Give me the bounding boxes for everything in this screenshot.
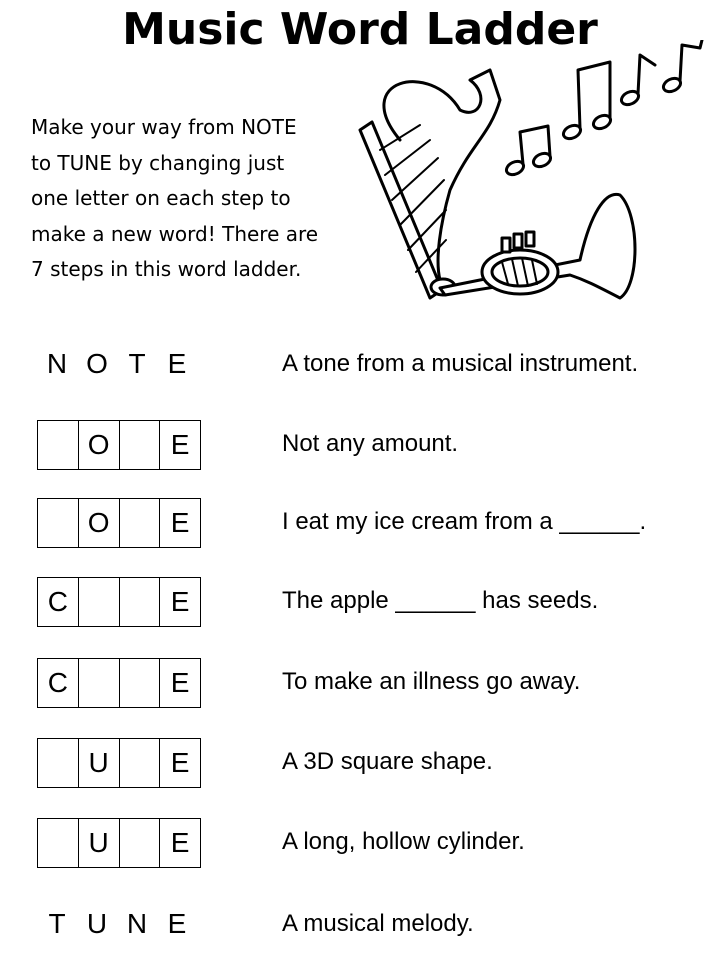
harp-icon [360, 70, 500, 298]
letter-box[interactable] [37, 420, 79, 470]
letter-box: E [159, 498, 201, 548]
letter-box[interactable] [78, 658, 120, 708]
ladder-step [0, 900, 720, 952]
clue-text: To make an illness go away. [282, 668, 581, 695]
ladder-step [0, 818, 720, 870]
word-cells [37, 340, 201, 390]
clue-text: A 3D square shape. [282, 748, 493, 775]
word-cells [37, 738, 201, 788]
clue-text: Not any amount. [282, 430, 459, 457]
letter-box: E [159, 818, 201, 868]
letter-box[interactable] [37, 818, 79, 868]
letter-box: C [37, 658, 79, 708]
music-notes-icon [504, 40, 702, 177]
ladder-step [0, 420, 720, 472]
letter-box: O [78, 420, 120, 470]
letter-box[interactable] [119, 818, 161, 868]
clue-text: The apple ______ has seeds. [282, 587, 599, 614]
word-cells [37, 900, 201, 950]
instructions [31, 110, 351, 288]
letter-box[interactable] [119, 658, 161, 708]
instrument-illustration [340, 40, 720, 310]
letter-box[interactable] [78, 577, 120, 627]
instruction-line: Make your way from NOTE [31, 115, 297, 139]
clue-text: A musical melody. [282, 910, 474, 937]
letter-box[interactable] [119, 577, 161, 627]
letter-cell: T [128, 348, 146, 379]
letter-box: E [159, 738, 201, 788]
word-cells [37, 420, 201, 470]
clue-text: A long, hollow cylinder. [282, 828, 525, 855]
clue-text: I eat my ice cream from a ______. [282, 508, 647, 535]
letter-box[interactable] [119, 498, 161, 548]
letter-box: E [159, 658, 201, 708]
letter-box: E [159, 420, 201, 470]
word-cells [37, 577, 201, 627]
word-cells [37, 498, 201, 548]
letter-cell: O [86, 348, 108, 379]
letter-cell: E [167, 348, 187, 379]
letter-cell: U [86, 908, 108, 939]
letter-box[interactable] [37, 738, 79, 788]
instruction-line: one letter on each step to [31, 186, 291, 210]
letter-box: U [78, 738, 120, 788]
ladder-step [0, 738, 720, 790]
ladder-step [0, 340, 720, 392]
word-cells [37, 818, 201, 868]
letter-box: U [78, 818, 120, 868]
page-title: Music Word Ladder [122, 4, 598, 55]
letter-box: C [37, 577, 79, 627]
letter-box: E [159, 577, 201, 627]
ladder-step [0, 498, 720, 550]
ladder-step [0, 658, 720, 710]
letter-cell: N [126, 908, 148, 939]
clue-text: A tone from a musical instrument. [282, 350, 639, 377]
letter-cell: T [48, 908, 66, 939]
instruction-line: to TUNE by changing just [31, 150, 285, 175]
letter-cell: N [46, 348, 68, 379]
trumpet-icon [440, 194, 635, 298]
letter-cell: E [167, 908, 187, 939]
word-cells [37, 658, 201, 708]
letter-box[interactable] [119, 738, 161, 788]
instruction-line: make a new word! There are [31, 221, 319, 246]
letter-box: O [78, 498, 120, 548]
ladder-step [0, 577, 720, 629]
letter-box[interactable] [119, 420, 161, 470]
instruction-line: 7 steps in this word ladder. [31, 257, 302, 281]
letter-box[interactable] [37, 498, 79, 548]
